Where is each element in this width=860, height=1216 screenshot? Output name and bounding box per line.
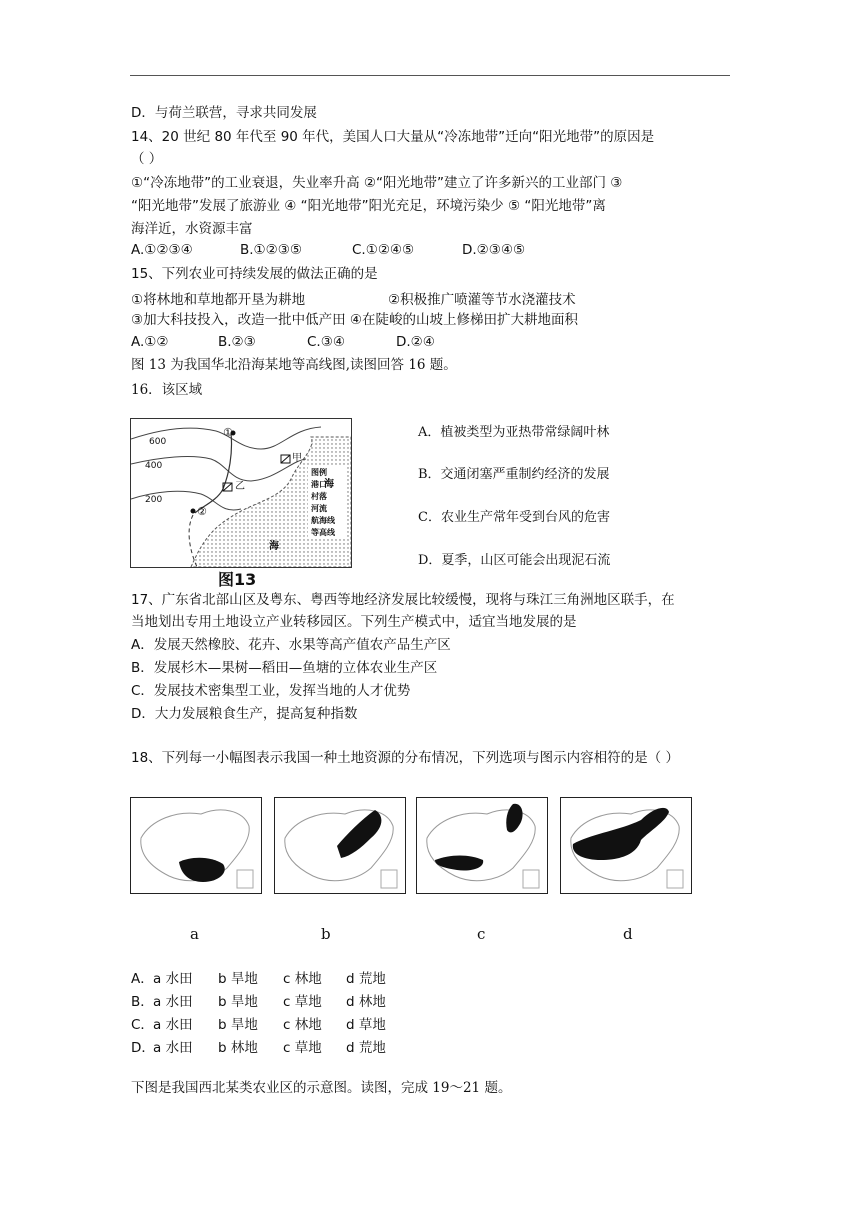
q17-continuation: 当地划出专用土地设立产业转移园区。下列生产模式中，适宜当地发展的是 bbox=[131, 614, 577, 630]
q14-title: 14、20 世纪 80 年代至 90 年代，美国人口大量从“冷冻地带”迁向“阳光地带”的原因是 bbox=[131, 129, 655, 145]
option-c-value: c 草地 bbox=[283, 1040, 322, 1056]
option-d-value: d 荒地 bbox=[346, 1040, 386, 1056]
q15-statement-2: ②积极推广喷灌等节水浇灌技术 bbox=[388, 292, 576, 308]
q15-statement-1: ①将林地和草地都开垦为耕地 bbox=[131, 292, 306, 308]
option-b-value: b 旱地 bbox=[218, 1017, 258, 1033]
china-map-b bbox=[274, 797, 406, 894]
q18-title: 18、下列每一小幅图表示我国一种土地资源的分布情况，下列选项与图示内容相符的是（ ） bbox=[131, 750, 679, 766]
china-map-c bbox=[416, 797, 548, 894]
q19-intro: 下图是我国西北某类农业区的示意图。读图，完成 19～21 题。 bbox=[131, 1080, 512, 1096]
option-letter: D． bbox=[131, 1040, 155, 1056]
option-a-value: a 水田 bbox=[153, 1017, 193, 1033]
q16-option-b: B．交通闭塞严重制约经济的发展 bbox=[418, 467, 610, 482]
q15-option-b: B.②③ bbox=[218, 334, 256, 350]
option-b-value: b 林地 bbox=[218, 1040, 258, 1056]
legend-item-port: 港口 bbox=[311, 480, 327, 489]
option-a-value: a 水田 bbox=[153, 1040, 193, 1056]
option-letter: C． bbox=[131, 1017, 154, 1033]
q14-option-a: A.①②③④ bbox=[131, 242, 193, 258]
contour-label-400: 400 bbox=[145, 461, 163, 471]
option-a-value: a 水田 bbox=[153, 971, 193, 987]
map-label-c: c bbox=[477, 925, 486, 943]
fig13-caption: 图13 bbox=[218, 570, 257, 589]
q17-option-a: A．发展天然橡胶、花卉、水果等高产值农产品生产区 bbox=[131, 637, 451, 653]
china-map-a bbox=[130, 797, 262, 894]
option-b-value: b 旱地 bbox=[218, 971, 258, 987]
option-letter: A． bbox=[131, 971, 154, 987]
q17-option-b: B．发展杉木—果树—稻田—鱼塘的立体农业生产区 bbox=[131, 660, 438, 676]
legend-item-contour: 等高线 bbox=[311, 528, 335, 537]
option-c-value: c 林地 bbox=[283, 1017, 322, 1033]
q14-option-d: D.②③④⑤ bbox=[462, 242, 526, 258]
map-label-b: b bbox=[321, 925, 331, 943]
point-1-label: ① bbox=[223, 426, 233, 439]
q17-option-d: D．大力发展粮食生产，提高复种指数 bbox=[131, 706, 358, 722]
q14-statement-3: 海洋近，水资源丰富 bbox=[131, 221, 253, 237]
option-letter: B． bbox=[131, 994, 154, 1010]
q15-option-d: D.②④ bbox=[396, 334, 435, 350]
point-yi-label: 乙 bbox=[235, 481, 245, 492]
q16-option-a: A．植被类型为亚热带常绿阔叶林 bbox=[418, 425, 610, 440]
legend-item-village: 村落 bbox=[311, 492, 327, 501]
contour-label-200: 200 bbox=[145, 495, 163, 505]
option-d-value: d 荒地 bbox=[346, 971, 386, 987]
q17-option-c: C．发展技术密集型工业，发挥当地的人才优势 bbox=[131, 683, 411, 699]
q14-paren: （ ） bbox=[131, 151, 163, 167]
q15-option-a: A.①② bbox=[131, 334, 169, 350]
header-rule bbox=[130, 75, 730, 76]
q13-option-d: D．与荷兰联营，寻求共同发展 bbox=[131, 105, 317, 121]
point-jia-label: 甲 bbox=[292, 453, 302, 464]
map-label-d: d bbox=[623, 925, 633, 943]
point-2-label: ② bbox=[197, 505, 207, 518]
fig13-contour-map bbox=[130, 418, 352, 568]
q15-option-c: C.③④ bbox=[307, 334, 345, 350]
legend-item-river: 河流 bbox=[311, 504, 327, 513]
q17-title: 17、广东省北部山区及粤东、粤西等地经济发展比较缓慢，现将与珠江三角洲地区联手，在 bbox=[131, 592, 675, 608]
q16-option-c: C．农业生产常年受到台风的危害 bbox=[418, 510, 610, 525]
option-c-value: c 林地 bbox=[283, 971, 322, 987]
fig13-intro: 图 13 为我国华北沿海某地等高线图,读图回答 16 题。 bbox=[131, 357, 457, 373]
q14-option-c: C.①②④⑤ bbox=[352, 242, 415, 258]
q16-title: 16．该区域 bbox=[131, 382, 203, 398]
option-d-value: d 草地 bbox=[346, 1017, 386, 1033]
option-c-value: c 草地 bbox=[283, 994, 322, 1010]
fig13-legend bbox=[311, 467, 335, 539]
port-2-marker bbox=[191, 509, 196, 514]
legend-item-sea-route: 航海线 bbox=[311, 516, 335, 525]
q14-statement-1: ①“冷冻地带”的工业衰退，失业率升高 ②“阳光地带”建立了许多新兴的工业部门 ③ bbox=[131, 175, 623, 191]
q14-statement-2: “阳光地带”发展了旅游业 ④ “阳光地带”阳光充足，环境污染少 ⑤ “阳光地带”离 bbox=[131, 198, 606, 214]
sea-label-east: 海 bbox=[324, 479, 334, 490]
q16-option-d: D．夏季，山区可能会出现泥石流 bbox=[418, 553, 611, 568]
sea-label-south: 海 bbox=[269, 541, 279, 552]
legend-title: 图例 bbox=[311, 468, 327, 477]
contour-label-600: 600 bbox=[149, 437, 167, 447]
q15-statement-3-4: ③加大科技投入，改造一批中低产田 ④在陡峻的山坡上修梯田扩大耕地面积 bbox=[131, 312, 578, 328]
option-a-value: a 水田 bbox=[153, 994, 193, 1010]
option-b-value: b 旱地 bbox=[218, 994, 258, 1010]
q14-option-b: B.①②③⑤ bbox=[240, 242, 302, 258]
option-d-value: d 林地 bbox=[346, 994, 386, 1010]
map-label-a: a bbox=[190, 925, 199, 943]
q15-title: 15、下列农业可持续发展的做法正确的是 bbox=[131, 266, 378, 282]
china-map-d bbox=[560, 797, 692, 894]
